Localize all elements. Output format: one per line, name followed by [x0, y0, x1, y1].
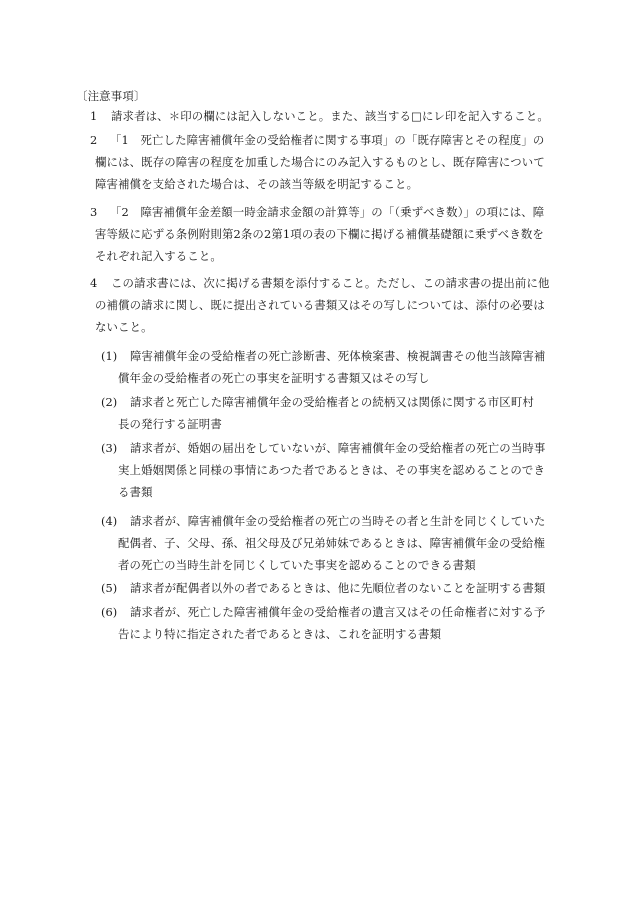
item-text-line: 欄には、既存の障害の程度を加重した場合にのみ記入するものとし、既存障害について	[95, 155, 545, 170]
subitem-text-line: 長の発行する証明書	[118, 417, 222, 432]
item-text-line: この請求書には、次に掲げる書類を添付すること。ただし、この請求書の提出前に他	[111, 276, 550, 290]
subitem-text-line: 障害補償年金の受給権者の死亡診断書、死体検案書、検視調書その他当該障害補	[130, 349, 546, 363]
subitem-number: (3)	[101, 441, 118, 455]
subitem-text-line: 請求者が、障害補償年金の受給権者の死亡の当時その者と生計を同じくしていた	[130, 514, 546, 528]
subitem-text-line: 告により特に指定された者であるときは、これを証明する書類	[118, 627, 442, 642]
subitem-number: (4)	[101, 514, 118, 528]
item-number: 1	[90, 109, 98, 123]
subitem-number: (2)	[101, 395, 118, 409]
subitem-text-line: 請求者と死亡した障害補償年金の受給権者との続柄又は関係に関する市区町村	[130, 395, 534, 409]
item-text-line: 「1 死亡した障害補償年金の受給権者に関する事項」の「既存障害とその程度」の	[110, 133, 545, 147]
subitem-text-line: 配偶者、子、父母、孫、祖父母及び兄弟姉妹であるときは、障害補償年金の受給権	[118, 536, 546, 551]
item-text-line: 害等級に応ずる条例附則第2条の2第1項の表の下欄に掲げる補償基礎額に乗ずべき数を	[95, 227, 544, 242]
subitem-text-line: 請求者が、婚姻の届出をしていないが、障害補償年金の受給権者の死亡の当時事	[130, 441, 546, 455]
subitem-text-line: る書類	[118, 485, 153, 500]
subitem-text-line: 請求者が、死亡した障害補償年金の受給権者の遺言又はその任命権者に対する予	[130, 605, 546, 619]
item-text-line: 障害補償を支給された場合は、その該当等級を明記すること。	[95, 177, 419, 192]
subitem-number: (6)	[101, 605, 118, 619]
item-number: 3	[90, 205, 98, 219]
subitem-text-line: 実上婚姻関係と同様の事情にあつた者であるときは、その事実を認めることのでき	[118, 463, 546, 478]
subitem-number: (1)	[101, 349, 118, 363]
item-number: 4	[90, 276, 98, 290]
item-text-line: ないこと。	[95, 320, 153, 335]
subitem-text-line: 償年金の受給権者の死亡の事実を証明する書類又はその写し	[118, 371, 430, 386]
subitem-text-line: 者の死亡の当時生計を同じくしていた事実を認めることのできる書類	[118, 558, 476, 573]
item-number: 2	[90, 133, 98, 147]
subitem-text-line: 請求者が配偶者以外の者であるときは、他に先順位者のないことを証明する書類	[130, 581, 546, 595]
subitem-number: (5)	[101, 581, 118, 595]
item-text-line: それぞれ記入すること。	[95, 249, 222, 264]
notes-heading: 〔注意事項〕	[76, 89, 146, 103]
item-text-line: の補償の請求に関し、既に提出されている書類又はその写しについては、添付の必要は	[95, 298, 545, 313]
item-text-line: 請求者は、＊印の欄には記入しないこと。また、該当する□にレ印を記入すること。	[111, 109, 549, 123]
item-text-line: 「2 障害補償年金差額一時金請求金額の計算等」の「（乗ずべき数）」の項には、障	[110, 205, 545, 219]
